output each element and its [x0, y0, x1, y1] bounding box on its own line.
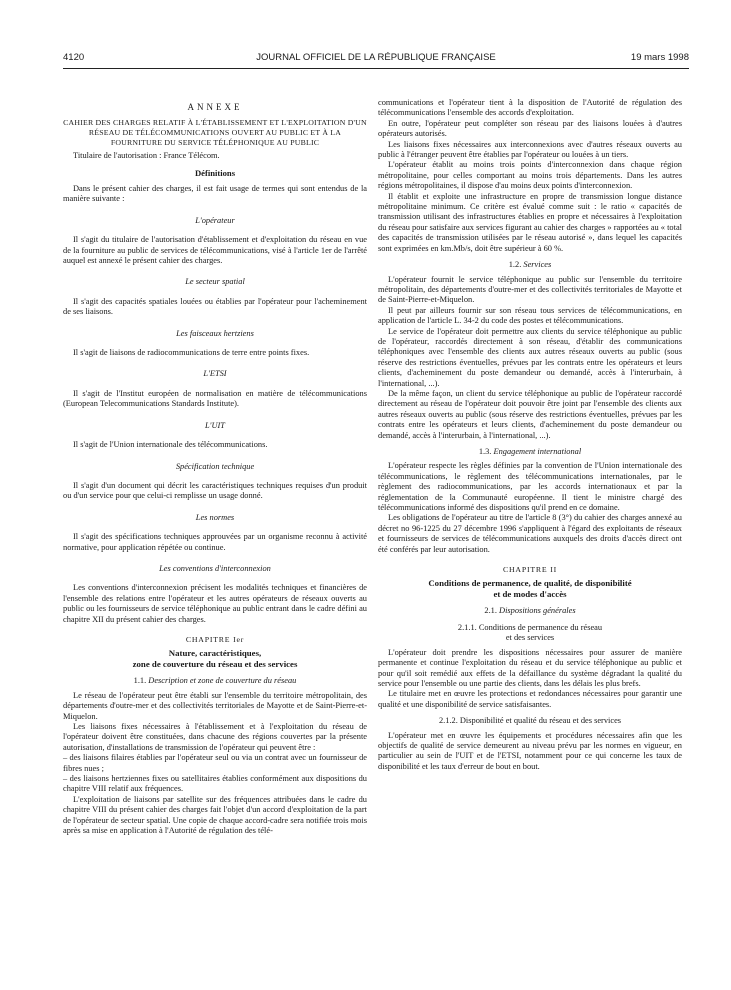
section-title: Services — [523, 260, 552, 270]
chapter-title-line: et de modes d'accès — [493, 589, 567, 600]
section-number: 2.1. — [484, 606, 497, 616]
publication-date: 19 mars 1998 — [630, 52, 689, 63]
chapter-title — [63, 648, 367, 670]
section-heading — [378, 447, 682, 457]
paragraph: Les obligations de l'opérateur au titre de l'article 8 (3°) du cahier des charges annexé au décret no 96-1225 du 27 décembre 1996 s'appliquent à l'égard des exploitants de réseaux et fournisseurs de services de télécommunications auxquels des droits d'accès direct ont été conférés par leur autorisation. — [378, 513, 682, 554]
header-rule — [63, 68, 689, 69]
term-heading: L'opérateur — [195, 215, 235, 225]
right-column — [378, 98, 682, 772]
left-column — [63, 102, 367, 836]
chapter-heading: CHAPITRE II — [502, 565, 558, 575]
journal-title: JOURNAL OFFICIEL DE LA RÉPUBLIQUE FRANÇAISE — [256, 52, 496, 63]
paragraph: communications et l'opérateur tient à la disposition de l'Autorité de régulation des télécommunications l'ensemble des accords d'exploitation. — [378, 98, 682, 118]
term-heading: L'UIT — [205, 420, 225, 430]
subsection-heading: 2.1.2. Disponibilité et qualité du réseau et des services — [438, 716, 622, 726]
chapter-title-line: Nature, caractéristiques, — [168, 648, 262, 659]
paragraph: Les liaisons fixes nécessaires aux interconnexions avec d'autres réseaux ouverts au public à l'étranger peuvent être établies par l'opérateur ou louées à un tiers. — [378, 139, 682, 160]
term-heading: Les faisceaux hertziens — [176, 328, 254, 338]
subsection-heading — [378, 623, 682, 644]
titulaire: Titulaire de l'autorisation : France Télécom. — [73, 151, 220, 161]
list-item: – des liaisons filaires établies par l'opérateur seul ou via un contrat avec un fournisseur de fibres nues ; — [63, 753, 367, 773]
term-definition: Il s'agit des spécifications techniques approuvées par un organisme reconnu à activité normative, pour application répétée ou continue. — [63, 532, 367, 552]
subsection-title-line: 2.1.1. Conditions de permanence du réseau — [457, 622, 603, 632]
subsection-title-line: et des services — [505, 633, 555, 643]
section-number: 1.3. — [478, 447, 492, 456]
term-definition: Il s'agit de l'Union internationale des télécommunications. — [73, 440, 268, 450]
paragraph: L'opérateur établit au moins trois points d'interconnexion dans chaque région métropolitaine, pour celles comportant au moins trois départements. Dans les autres régions métropolitaines, il dispose d'au moins deux points d'interconnexion. — [378, 160, 682, 191]
term-definition: Il s'agit des capacités spatiales louées ou établies par l'opérateur pour l'acheminement de ses liaisons. — [63, 296, 367, 317]
chapter-title-line: zone de couverture du réseau et des services — [132, 659, 298, 670]
section-heading — [378, 260, 682, 270]
cahier-title: CAHIER DES CHARGES RELATIF À L'ÉTABLISSEMENT ET L'EXPLOITATION D'UN RÉSEAU DE TÉLÉCOMMUNICATIONS OUVERT AU PUBLIC ET À LA FOURNITURE DU SERVICE TÉLÉPHONIQUE AU PUBLIC — [63, 118, 367, 147]
chapter-title-line: Conditions de permanence, de qualité, de disponibilité — [428, 578, 632, 589]
paragraph: L'exploitation de liaisons par satellite sur des fréquences attribuées dans le cadre du chapitre VIII du présent cahier des charges fait l'objet d'un accord d'exploitation de la part de l'opérateur de secteur spatial. Une copie de chaque accord-cadre sera notifiée trois mois après sa mise en application à l'Autorité de régulation des télé- — [63, 794, 367, 836]
term-heading: Les conventions d'interconnexion — [159, 563, 271, 573]
term-definition: Il s'agit de liaisons de radiocommunications de terre entre points fixes. — [73, 348, 310, 358]
section-title: Dispositions générales — [499, 606, 576, 616]
term-heading: L'ETSI — [203, 369, 227, 379]
term-heading: Le secteur spatial — [185, 277, 245, 287]
term-definition: Il s'agit du titulaire de l'autorisation d'établissement et d'exploitation du réseau en vue de la fourniture au public de services de télécommunications, visé à l'article 1er de l'arrêté auquel est annexé le présent cahier des charges. — [63, 235, 367, 266]
paragraph: Les liaisons fixes nécessaires à l'établissement et à l'exploitation du réseau de l'opérateur doivent être constituées, dans chacune des régions couvertes par la présente autorisation, d'installations de transmission de l'opérateur qui peuvent être : — [63, 722, 367, 752]
list-item: – des liaisons hertziennes fixes ou satellitaires établies conformément aux dispositions du chapitre VIII relatif aux fréquences. — [63, 774, 367, 794]
paragraph: L'opérateur doit prendre les dispositions nécessaires pour assurer de manière permanente et continue l'exploitation du réseau et du service téléphonique au public et pour qu'il soit remédié aux effets de la défaillance du système dégradant la qualité du service pour l'ensemble ou une partie des clients, dans les délais les plus brefs. — [378, 647, 682, 688]
term-heading: Spécification technique — [175, 461, 255, 471]
section-title: Engagement international — [493, 447, 582, 456]
paragraph: En outre, l'opérateur peut compléter son réseau par des liaisons louées à d'autres opérateurs autorisés. — [378, 118, 682, 139]
chapter-title — [378, 578, 682, 600]
paragraph: Il établit et exploite une infrastructure en propre de transmission longue distance métropolitaine minimum. Ce critère est évalué comme suit : le ratio « capacités de transmission utilisant des infrastructures établies en propre et nécessaires à l'exploitation du réseau pour satisfaire aux services figurant au cahier des charges » rapportées au « total des capacités de transmission utilisées par le réseau autorisé », dans lequel les capacités sont exprimées en km.Mb/s, doit être supérieur à 60 %. — [378, 191, 682, 253]
paragraph: Le service de l'opérateur doit permettre aux clients du service téléphonique au public de l'opérateur, raccordés directement à son réseau, d'établir des communications téléphoniques avec l'ensemble des clients aux autres réseaux ouverts au public (sous réserve des restrictions éventuelles, prévues par les contrats entre les opérateurs et leurs clients, d'acheminement du poste demandeur ou demandé, accès à l'interurbain, à l'international, ...). — [378, 326, 682, 388]
paragraph: Le réseau de l'opérateur peut être établi sur l'ensemble du territoire métropolitain, des départements d'outre-mer et des collectivités territoriales de Mayotte et de Saint-Pierre-et-Miquelon. — [63, 690, 367, 721]
definitions-intro: Dans le présent cahier des charges, il est fait usage de termes qui sont entendus de la manière suivante : — [63, 184, 367, 204]
section-number: 1.1. — [133, 676, 147, 686]
section-number: 1.2. — [508, 260, 522, 270]
paragraph: Il peut par ailleurs fournir sur son réseau tous services de télécommunications, en application de l'article L. 34-2 du code des postes et télécommunications. — [378, 305, 682, 326]
page-header — [63, 52, 689, 66]
definitions-heading: Définitions — [194, 167, 236, 178]
term-definition: Les conventions d'interconnexion précisent les modalités techniques et financières de l'ensemble des relations entre l'opérateur et les autres opérateurs de réseaux ouverts au public ou les fournisseurs de service téléphonique au public entrant dans le cadre défini au chapitre XII du présent cahier des charges. — [63, 583, 367, 624]
term-heading: Les normes — [195, 512, 235, 522]
paragraph: De la même façon, un client du service téléphonique au public de l'opérateur raccordé directement au réseau de l'opérateur doit pouvoir être joint par l'ensemble des clients aux autres réseaux ouverts au public (sous réserve des restrictions éventuelles, prévues par les contrats entre les opérateurs et leurs clients, d'acheminement du poste demandeur ou demandé, accès à l'interurbain, à l'international, ...). — [378, 388, 682, 440]
paragraph: Le titulaire met en œuvre les protections et redondances nécessaires pour garantir une qualité et une disponibilité de service satisfaisantes. — [378, 689, 682, 709]
paragraph: L'opérateur fournit le service téléphonique au public sur l'ensemble du territoire métropolitain, des départements d'outre-mer et des collectivités territoriales de Mayotte et de Saint-Pierre-et-Miquelon. — [378, 274, 682, 305]
section-heading — [63, 676, 367, 686]
section-heading — [378, 606, 682, 616]
page-number: 4120 — [63, 52, 85, 63]
term-definition: Il s'agit d'un document qui décrit les caractéristiques techniques requises d'un produit ou d'un service pour que celui-ci remplisse un usage donné. — [63, 480, 367, 501]
chapter-heading: CHAPITRE Ier — [185, 634, 245, 644]
paragraph: L'opérateur respecte les règles définies par la convention de l'Union internationale des télécommunications, le règlement des télécommunications internationales, par le règlement des radiocommunications, par les accords internationaux et par la réglementation de la Communauté européenne. Il tient le ministre chargé des télécommunications informé des dispositions qu'il prend en ce domaine. — [378, 461, 682, 513]
annexe-heading: ANNEXE — [187, 102, 243, 112]
section-title: Description et zone de couverture du réseau — [148, 676, 297, 686]
term-definition: Il s'agit de l'Institut européen de normalisation en matière de télécommunications (European Telecommunications Standards Institute). — [63, 388, 367, 409]
paragraph: L'opérateur met en œuvre les équipements et procédures nécessaires afin que les objectifs de qualité de service demeurent au niveau prévu par les normes en vigueur, en particulier au sein de l'UIT et de l'ETSI, notamment pour ce qui concerne les taux de disponibilité et les taux d'erreur de bout en bout. — [378, 730, 682, 771]
